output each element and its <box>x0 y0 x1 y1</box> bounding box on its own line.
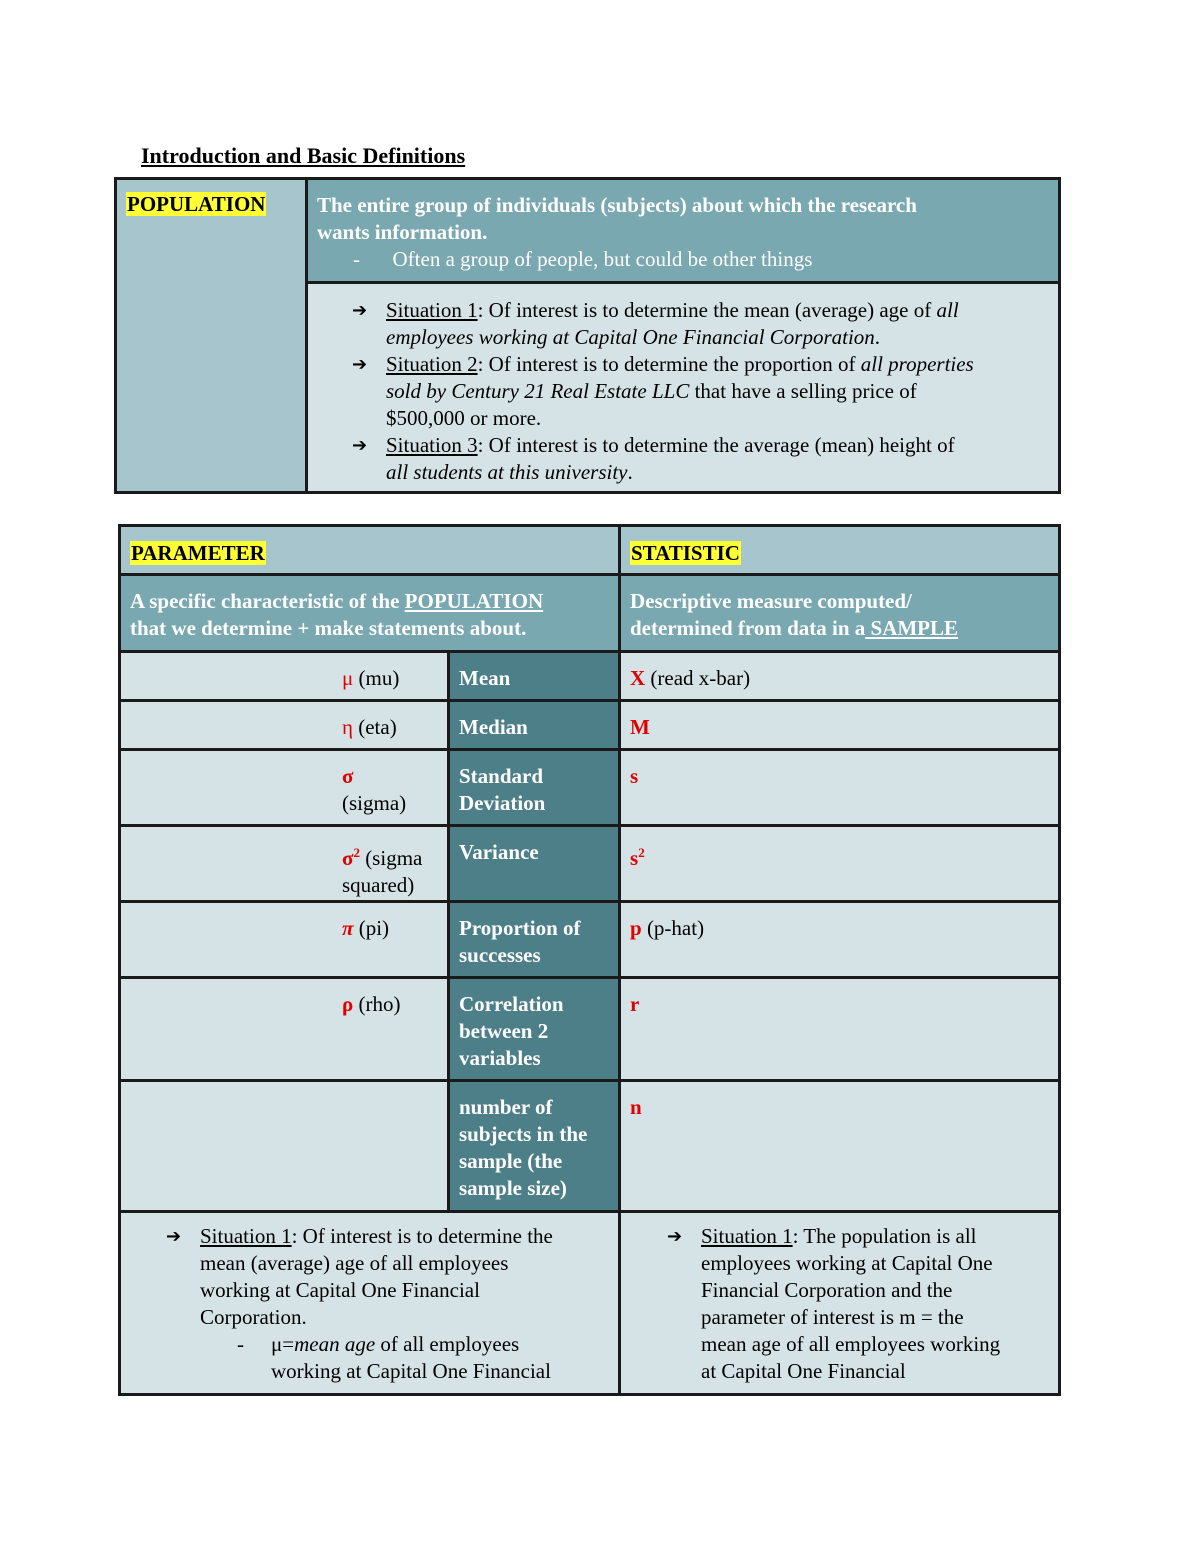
stat-symbol: p <box>630 916 642 940</box>
parameter-statistic-table <box>118 524 1061 1396</box>
bullet-dash: - <box>353 247 360 271</box>
example-right-situation <box>667 1223 1050 1385</box>
measure-label: successes <box>459 943 541 967</box>
table-row-measure <box>450 1082 618 1210</box>
example-text: : The population is all <box>792 1224 977 1248</box>
measure-label: between 2 <box>459 1019 549 1043</box>
divider <box>121 573 1058 576</box>
situation-text: : Of interest is to determine the mean (average) age of <box>477 298 937 322</box>
population-label: POPULATION <box>127 192 266 216</box>
measure-label: sample size) <box>459 1176 567 1200</box>
arrow-right-icon: ➔ <box>352 354 368 375</box>
situation-text: . <box>627 460 633 484</box>
measure-label: Correlation <box>459 992 564 1016</box>
situation-italic: all properties <box>860 352 974 376</box>
stat-symbol: r <box>630 992 640 1016</box>
parameter-header-cell <box>121 527 618 573</box>
example-text: at Capital One Financial <box>701 1359 906 1383</box>
pi-symbol: π <box>342 916 354 940</box>
situation-text: : Of interest is to determine the average (mean) height of <box>477 433 955 457</box>
table-row-symbol <box>121 751 447 824</box>
parameter-definition-line2: that we determine + make statements about. <box>130 616 527 640</box>
stat-note: (p-hat) <box>641 916 705 940</box>
sigma-squared-symbol: σ <box>342 846 354 870</box>
arrow-right-icon: ➔ <box>166 1226 182 1247</box>
example-text: Corporation. <box>200 1305 307 1329</box>
table-row-statistic <box>621 702 1058 748</box>
table-row-statistic <box>621 979 1058 1079</box>
eta-symbol: η <box>342 715 353 739</box>
measure-label: subjects in the <box>459 1122 588 1146</box>
situation-italic: all students at this university <box>386 460 628 484</box>
example-text: employees working at Capital One <box>701 1251 993 1275</box>
population-situations-cell <box>308 284 1058 491</box>
population-bullet: Often a group of people, but could be other things <box>392 247 813 271</box>
statistic-definition: Descriptive measure computed/ <box>630 589 912 613</box>
situation-label: Situation 1 <box>200 1224 292 1248</box>
stat-symbol: X <box>630 666 646 690</box>
example-text: : Of interest is to determine the <box>291 1224 553 1248</box>
measure-label: variables <box>459 1046 541 1070</box>
population-definition-cell <box>308 180 1058 284</box>
measure-label: number of <box>459 1095 553 1119</box>
example-text: mean age of all employees working <box>701 1332 1001 1356</box>
table-row-statistic <box>621 751 1058 824</box>
table-row-statistic <box>621 827 1058 900</box>
parameter-definition: A specific characteristic of the <box>130 589 405 613</box>
stat-symbol: s <box>630 846 639 870</box>
symbol-name: (eta) <box>352 715 397 739</box>
stat-symbol: s <box>630 764 639 788</box>
divider <box>121 699 1058 702</box>
situation-italic: all <box>936 298 959 322</box>
symbol-name: (sigma <box>359 846 423 870</box>
measure-label: sample (the <box>459 1149 563 1173</box>
divider <box>121 748 1058 751</box>
situation-3 <box>352 432 1044 486</box>
symbol-name: (pi) <box>353 916 390 940</box>
example-right-cell <box>621 1213 1058 1393</box>
arrow-right-icon: ➔ <box>352 300 368 321</box>
divider <box>121 976 1058 979</box>
situation-label: Situation 3 <box>386 433 478 457</box>
arrow-right-icon: ➔ <box>352 435 368 456</box>
table-row-measure <box>450 827 618 900</box>
example-text: parameter of interest is m = the <box>701 1305 964 1329</box>
measure-label: Proportion of <box>459 916 581 940</box>
superscript: 2 <box>638 845 645 860</box>
measure-label: Median <box>459 715 528 739</box>
example-text: mean (average) age of all employees <box>200 1251 509 1275</box>
divider <box>121 824 1058 827</box>
statistic-definition-line2: determined from data in a <box>630 616 866 640</box>
situation-text: that have a selling price of <box>689 379 917 403</box>
situation-label: Situation 1 <box>386 298 478 322</box>
divider <box>121 1210 1058 1213</box>
population-link: POPULATION <box>404 589 544 613</box>
example-text: working at Capital One Financial <box>271 1359 551 1383</box>
stat-symbol: M <box>630 715 650 739</box>
table-row-measure <box>450 903 618 976</box>
situation-1 <box>352 297 1044 351</box>
table-row-measure <box>450 751 618 824</box>
example-left-cell <box>121 1213 618 1393</box>
example-text: working at Capital One Financial <box>200 1278 480 1302</box>
situation-text: : Of interest is to determine the proportion of <box>477 352 861 376</box>
situation-italic: sold by Century 21 Real Estate LLC <box>386 379 690 403</box>
measure-label: Standard <box>459 764 544 788</box>
example-text: Financial Corporation and the <box>701 1278 953 1302</box>
situation-text: . <box>874 325 881 349</box>
measure-label: Variance <box>459 840 539 864</box>
situation-text: $500,000 or more. <box>386 406 542 430</box>
table-row-symbol <box>121 702 447 748</box>
table-row-measure <box>450 979 618 1079</box>
stat-note: (read x-bar) <box>645 666 751 690</box>
population-table <box>114 177 1061 494</box>
divider <box>121 1079 1058 1082</box>
situation-label: Situation 2 <box>386 352 478 376</box>
statistic-label: STATISTIC <box>631 541 740 565</box>
table-row-statistic <box>621 1082 1058 1210</box>
statistic-header-cell <box>621 527 1058 573</box>
symbol-name: (sigma) <box>342 791 407 815</box>
table-row-symbol <box>121 903 447 976</box>
population-label-cell <box>117 180 308 491</box>
symbol-name: (rho) <box>353 992 401 1016</box>
sigma-symbol: σ <box>342 764 354 788</box>
population-definition-line1: The entire group of individuals (subjects) about which the research <box>317 193 917 217</box>
superscript: 2 <box>353 845 360 860</box>
table-row-statistic <box>621 653 1058 699</box>
measure-label: Mean <box>459 666 511 690</box>
table-row-symbol <box>121 979 447 1079</box>
divider <box>121 900 1058 903</box>
table-row-measure <box>450 653 618 699</box>
parameter-label: PARAMETER <box>131 541 265 565</box>
divider <box>121 650 1058 653</box>
parameter-definition-cell <box>121 576 618 650</box>
divider <box>447 650 450 1213</box>
statistic-definition-cell <box>621 576 1058 650</box>
table-row-measure <box>450 702 618 748</box>
table-row-symbol <box>121 827 447 900</box>
arrow-right-icon: ➔ <box>667 1226 683 1247</box>
example-text: μ= <box>271 1332 295 1356</box>
table-row-symbol <box>121 653 447 699</box>
symbol-name: (mu) <box>353 666 400 690</box>
situation-label: Situation 1 <box>701 1224 793 1248</box>
measure-label: Deviation <box>459 791 546 815</box>
mu-symbol: μ <box>342 666 354 690</box>
example-left-situation <box>166 1223 610 1331</box>
page-title: Introduction and Basic Definitions <box>141 143 466 168</box>
symbol-name: squared) <box>342 873 415 897</box>
situation-2 <box>352 351 1044 432</box>
situation-italic: employees working at Capital One Financial Corporation <box>386 325 875 349</box>
sample-link: SAMPLE <box>865 616 959 640</box>
stat-symbol: n <box>630 1095 642 1119</box>
example-text: of all employees <box>375 1332 520 1356</box>
population-definition-line2: wants information. <box>317 220 488 244</box>
table-row-statistic <box>621 903 1058 976</box>
bullet-dash: - <box>237 1332 244 1356</box>
divider <box>618 527 621 1393</box>
rho-symbol: ρ <box>342 992 354 1016</box>
table-row-symbol <box>121 1082 447 1210</box>
example-italic: mean age <box>294 1332 376 1356</box>
